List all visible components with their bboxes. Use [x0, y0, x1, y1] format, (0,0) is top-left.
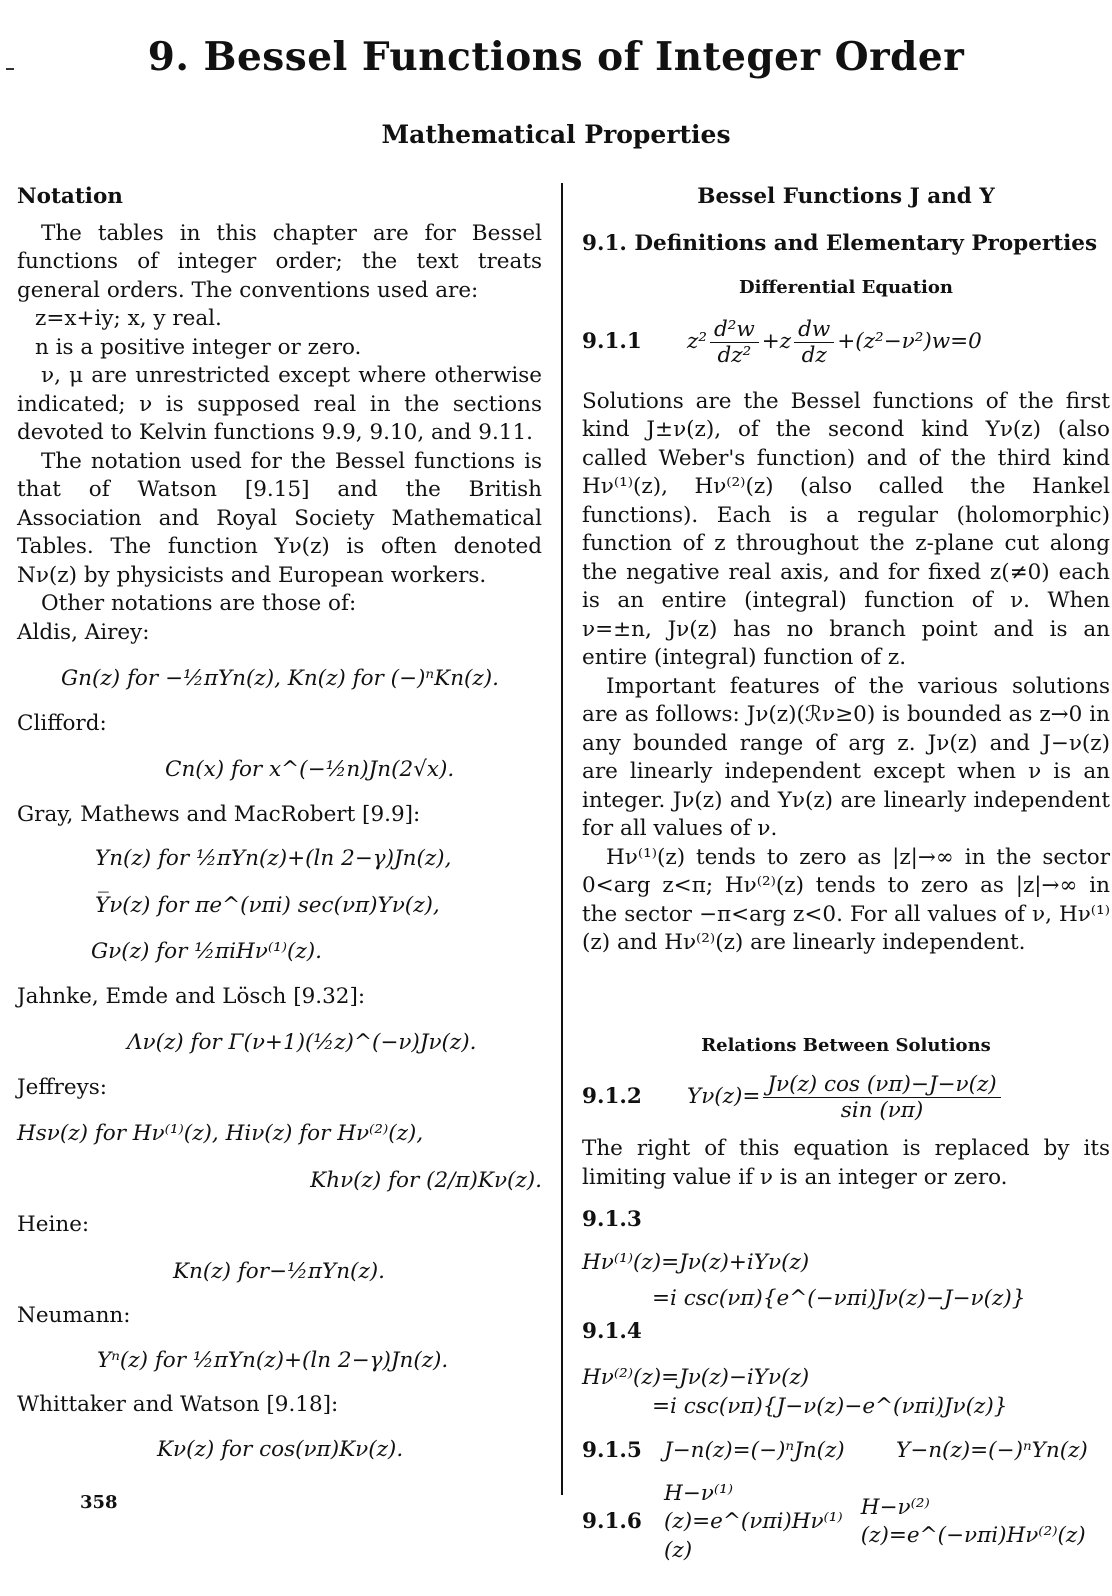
- features-paragraph: Important features of the various solutions are as follows: Jν(z)(ℛν≥0) is bounded as z→0 in any bounded range of arg z. Jν(z) and J−ν(z) are linearly independent except when ν is an integer. Jν(z) and Yν(z) are linearly independent for all values of ν.: [582, 673, 1110, 841]
- eq-term: +(z²−ν²)w=0: [837, 328, 982, 354]
- equation-part-b: Y−n(z)=(−)ⁿYn(z): [896, 1438, 1088, 1463]
- fraction: [710, 317, 759, 368]
- equation-number: 9.1.1: [582, 328, 642, 354]
- jeffreys-formula-2: Khν(z) for (2/π)Kν(z).: [310, 1167, 542, 1193]
- column-divider: [561, 183, 563, 1495]
- gray-formula-2: Y̅ν(z) for πe^(νπi) sec(νπ)Yν(z),: [95, 892, 440, 918]
- jeffreys-formula-1: Hsν(z) for Hν⁽¹⁾(z), Hiν(z) for Hν⁽²⁾(z),: [17, 1121, 424, 1146]
- equation-part-a: J−n(z)=(−)ⁿJn(z): [664, 1438, 845, 1463]
- heine-formula: Kn(z) for−½πYn(z).: [173, 1258, 385, 1284]
- convention-2: n is a positive integer or zero.: [35, 334, 362, 360]
- neumann-formula: Yⁿ(z) for ½πYn(z)+(ln 2−γ)Jn(z).: [97, 1347, 449, 1373]
- heine-name: Heine:: [17, 1212, 90, 1237]
- neumann-name: Neumann:: [17, 1303, 131, 1328]
- relations-heading: Relations Between Solutions: [701, 1034, 991, 1056]
- equation-part-b: H−ν⁽²⁾(z)=e^(−νπi)Hν⁽²⁾(z): [860, 1494, 1086, 1549]
- clifford-formula: Cn(x) for x^(−½n)Jn(2√x).: [165, 757, 455, 782]
- equation-9-1-6: [582, 1480, 1110, 1566]
- convention-1: z=x+iy; x, y real.: [35, 306, 222, 331]
- section-heading: Bessel Functions J and Y: [697, 184, 995, 209]
- eq-term: +z: [761, 328, 792, 354]
- limit-paragraph: The right of this equation is replaced by its limiting value if ν is an integer or zero.: [582, 1136, 1110, 1190]
- gray-formula-1: Yn(z) for ½πYn(z)+(ln 2−γ)Jn(z),: [95, 846, 452, 871]
- clifford-name: Clifford:: [17, 710, 107, 736]
- jeffreys-name: Jeffreys:: [17, 1074, 108, 1100]
- whittaker-formula: Kν(z) for cos(νπ)Kν(z).: [157, 1436, 404, 1462]
- differential-equation-heading: Differential Equation: [739, 277, 953, 298]
- jahnke-name: Jahnke, Emde and Lösch [9.32]:: [17, 983, 366, 1009]
- left-column: [17, 183, 542, 1464]
- right-column: [582, 183, 1110, 1565]
- page-subtitle: Mathematical Properties: [381, 120, 731, 149]
- gray-name: Gray, Mathews and MacRobert [9.9]:: [17, 801, 421, 827]
- equation-9-1-1: [582, 317, 1110, 368]
- numerator: dw: [794, 317, 834, 343]
- equation-body: [687, 317, 982, 368]
- equation-number-9-1-4: 9.1.4: [582, 1318, 642, 1344]
- page-number: 358: [80, 1492, 118, 1513]
- denominator: dz: [801, 342, 827, 368]
- equation-body: [687, 1072, 1004, 1123]
- equation-9-1-5: [582, 1437, 1110, 1466]
- page-title: 9. Bessel Functions of Integer Order: [147, 34, 965, 80]
- equation-9-1-3-line-2: =i csc(νπ){e^(−νπi)Jν(z)−J−ν(z)}: [652, 1286, 1026, 1311]
- section-9-1-heading: 9.1. Definitions and Elementary Properties: [582, 230, 1098, 256]
- eq-term: Yν(z)=: [687, 1084, 761, 1110]
- equation-number: 9.1.2: [582, 1084, 642, 1110]
- equation-9-1-2: [582, 1072, 1110, 1123]
- other-notations-intro: Other notations are those of:: [41, 591, 357, 616]
- numerator: d²w: [710, 317, 759, 343]
- fraction: [763, 1072, 1000, 1123]
- convention-3: ν, μ are unrestricted except where otherwise indicated; ν is supposed real in the sections devoted to Kelvin functions 9.9, 9.10, and 9.11.: [17, 363, 542, 445]
- equation-9-1-4-line-1: Hν⁽²⁾(z)=Jν(z)−iYν(z): [582, 1365, 810, 1390]
- whittaker-name: Whittaker and Watson [9.18]:: [17, 1392, 339, 1417]
- hankel-paragraph: Hν⁽¹⁾(z) tends to zero as |z|→∞ in the sector 0<arg z<π; Hν⁽²⁾(z) tends to zero as |z|→∞ in the sector −π<arg z<0. For all values of ν, Hν⁽¹⁾(z) and Hν⁽²⁾(z) are linearly independent.: [582, 844, 1110, 955]
- equation-number: 9.1.6: [582, 1509, 642, 1534]
- fraction: [794, 317, 834, 368]
- solutions-paragraph: Solutions are the Bessel functions of the first kind J±ν(z), of the second kind Yν(z) (also called Weber's function) and of the third kind Hν⁽¹⁾(z), Hν⁽²⁾(z) (also called the Hankel functions). Each is a regular (holomorphic) function of z throughout the z-plane cut along the negative real axis, and for fixed z(≠0) each is an entire (integral) function of ν. When ν=±n, Jν(z) has no branch point and is an entire (integral) function of z.: [582, 388, 1110, 670]
- denominator: dz²: [717, 342, 752, 368]
- jahnke-formula: Λν(z) for Γ(ν+1)(½z)^(−ν)Jν(z).: [127, 1030, 477, 1055]
- equation-9-1-3-line-1: Hν⁽¹⁾(z)=Jν(z)+iYν(z): [582, 1249, 810, 1275]
- notation-heading: Notation: [17, 184, 123, 209]
- denominator: sin (νπ): [840, 1098, 924, 1123]
- numerator: Jν(z) cos (νπ)−J−ν(z): [763, 1072, 1000, 1098]
- equation-number: 9.1.5: [582, 1438, 642, 1463]
- aldis-name: Aldis, Airey:: [17, 619, 150, 645]
- equation-number-9-1-3: 9.1.3: [582, 1207, 642, 1232]
- intro-paragraph: The tables in this chapter are for Bessel functions of integer order; the text treats general orders. The conventions used are:: [17, 220, 542, 303]
- notation-paragraph: The notation used for the Bessel functions is that of Watson [9.15] and the British Association and Royal Society Mathematical Tables. The function Yν(z) is often denoted Nν(z) by physicists and European workers.: [17, 448, 542, 588]
- aldis-formula: Gn(z) for −½πYn(z), Kn(z) for (−)ⁿKn(z).: [61, 666, 499, 691]
- eq-term: z²: [687, 328, 707, 354]
- equation-part-a: H−ν⁽¹⁾(z)=e^(νπi)Hν⁽¹⁾(z): [664, 1480, 843, 1563]
- equation-9-1-4-line-2: =i csc(νπ){J−ν(z)−e^(νπi)Jν(z)}: [652, 1393, 1008, 1419]
- gray-formula-3: Gν(z) for ½πiHν⁽¹⁾(z).: [91, 939, 322, 964]
